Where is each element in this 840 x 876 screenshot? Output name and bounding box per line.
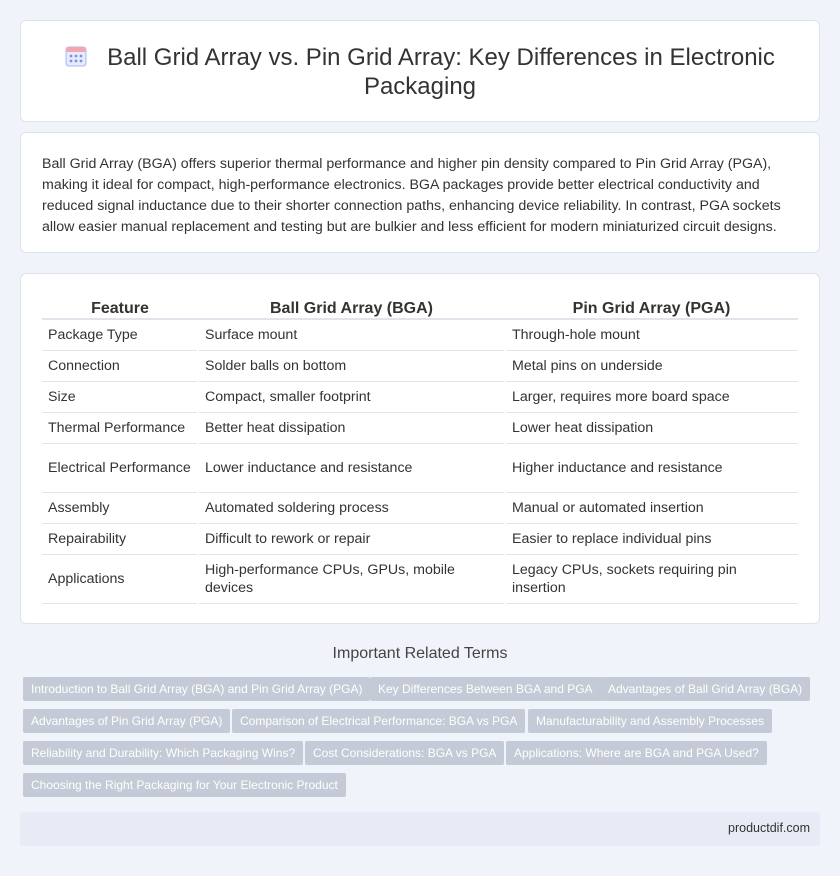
page-title-wrap — [21, 43, 819, 101]
summary-card — [20, 132, 820, 253]
pga-cell: Through-hole mount — [505, 319, 798, 350]
feature-cell: Assembly — [42, 492, 198, 523]
related-term-tag[interactable]: Key Differences Between BGA and PGA — [370, 677, 601, 701]
related-term-tag[interactable]: Manufacturability and Assembly Processes — [528, 709, 772, 733]
pga-cell: Legacy CPUs, sockets requiring pin insertion — [505, 554, 798, 603]
related-term-tag[interactable]: Comparison of Electrical Performance: BGA vs PGA — [232, 709, 525, 733]
bga-cell: Compact, smaller footprint — [198, 381, 505, 412]
page-title: Ball Grid Array vs. Pin Grid Array: Key Differences in Electronic Packaging — [107, 44, 775, 100]
table-row — [42, 319, 798, 350]
feature-cell: Repairability — [42, 523, 198, 554]
footer-site-link[interactable]: productdif.com — [728, 821, 810, 835]
table-row — [42, 523, 798, 554]
bga-cell: Lower inductance and resistance — [198, 443, 505, 492]
feature-cell: Thermal Performance — [42, 412, 198, 443]
bga-cell: Surface mount — [198, 319, 505, 350]
related-term-tag[interactable]: Applications: Where are BGA and PGA Used? — [506, 741, 767, 765]
feature-cell: Applications — [42, 554, 198, 603]
pga-cell: Larger, requires more board space — [505, 381, 798, 412]
header-feature: Feature — [42, 295, 198, 319]
feature-cell: Package Type — [42, 319, 198, 350]
summary-text: Ball Grid Array (BGA) offers superior thermal performance and higher pin density compared to Pin Grid Array (PGA), making it ideal for compact, high-performance electronics. BGA packages provide better electrical conductivity and reduced signal inductance due to their shorter connection paths, enhancing device reliability. In contrast, PGA sockets allow easier manual replacement and testing but are bulkier and less efficient for modern miniaturized circuit designs. — [42, 156, 781, 235]
table-header-row — [42, 295, 798, 319]
pga-cell: Higher inductance and resistance — [505, 443, 798, 492]
table-row — [42, 381, 798, 412]
table-row — [42, 443, 798, 492]
feature-cell: Electrical Performance — [42, 443, 198, 492]
feature-cell: Connection — [42, 350, 198, 381]
bga-cell: Automated soldering process — [198, 492, 505, 523]
header-card — [20, 20, 820, 122]
table-row — [42, 412, 798, 443]
table-row — [42, 554, 798, 603]
calendar-grid-icon — [65, 45, 87, 67]
comparison-card — [20, 273, 820, 624]
related-term-tag[interactable]: Cost Considerations: BGA vs PGA — [305, 741, 504, 765]
related-term-tag[interactable]: Choosing the Right Packaging for Your Electronic Product — [23, 773, 346, 797]
related-term-tag[interactable]: Reliability and Durability: Which Packaging Wins? — [23, 741, 303, 765]
bga-cell: Difficult to rework or repair — [198, 523, 505, 554]
related-term-tag[interactable]: Advantages of Ball Grid Array (BGA) — [600, 677, 810, 701]
table-row — [42, 492, 798, 523]
feature-cell: Size — [42, 381, 198, 412]
footer — [20, 812, 820, 846]
comparison-table — [42, 295, 798, 604]
table-row — [42, 350, 798, 381]
bga-cell: Solder balls on bottom — [198, 350, 505, 381]
pga-cell: Lower heat dissipation — [505, 412, 798, 443]
header-bga: Ball Grid Array (BGA) — [198, 295, 505, 319]
pga-cell: Metal pins on underside — [505, 350, 798, 381]
related-term-tag[interactable]: Advantages of Pin Grid Array (PGA) — [23, 709, 230, 733]
related-term-tag[interactable]: Introduction to Ball Grid Array (BGA) and Pin Grid Array (PGA) — [23, 677, 370, 701]
bga-cell: Better heat dissipation — [198, 412, 505, 443]
pga-cell: Manual or automated insertion — [505, 492, 798, 523]
bga-cell: High-performance CPUs, GPUs, mobile devices — [198, 554, 505, 603]
pga-cell: Easier to replace individual pins — [505, 523, 798, 554]
header-pga: Pin Grid Array (PGA) — [505, 295, 798, 319]
related-terms-title: Important Related Terms — [332, 645, 508, 662]
